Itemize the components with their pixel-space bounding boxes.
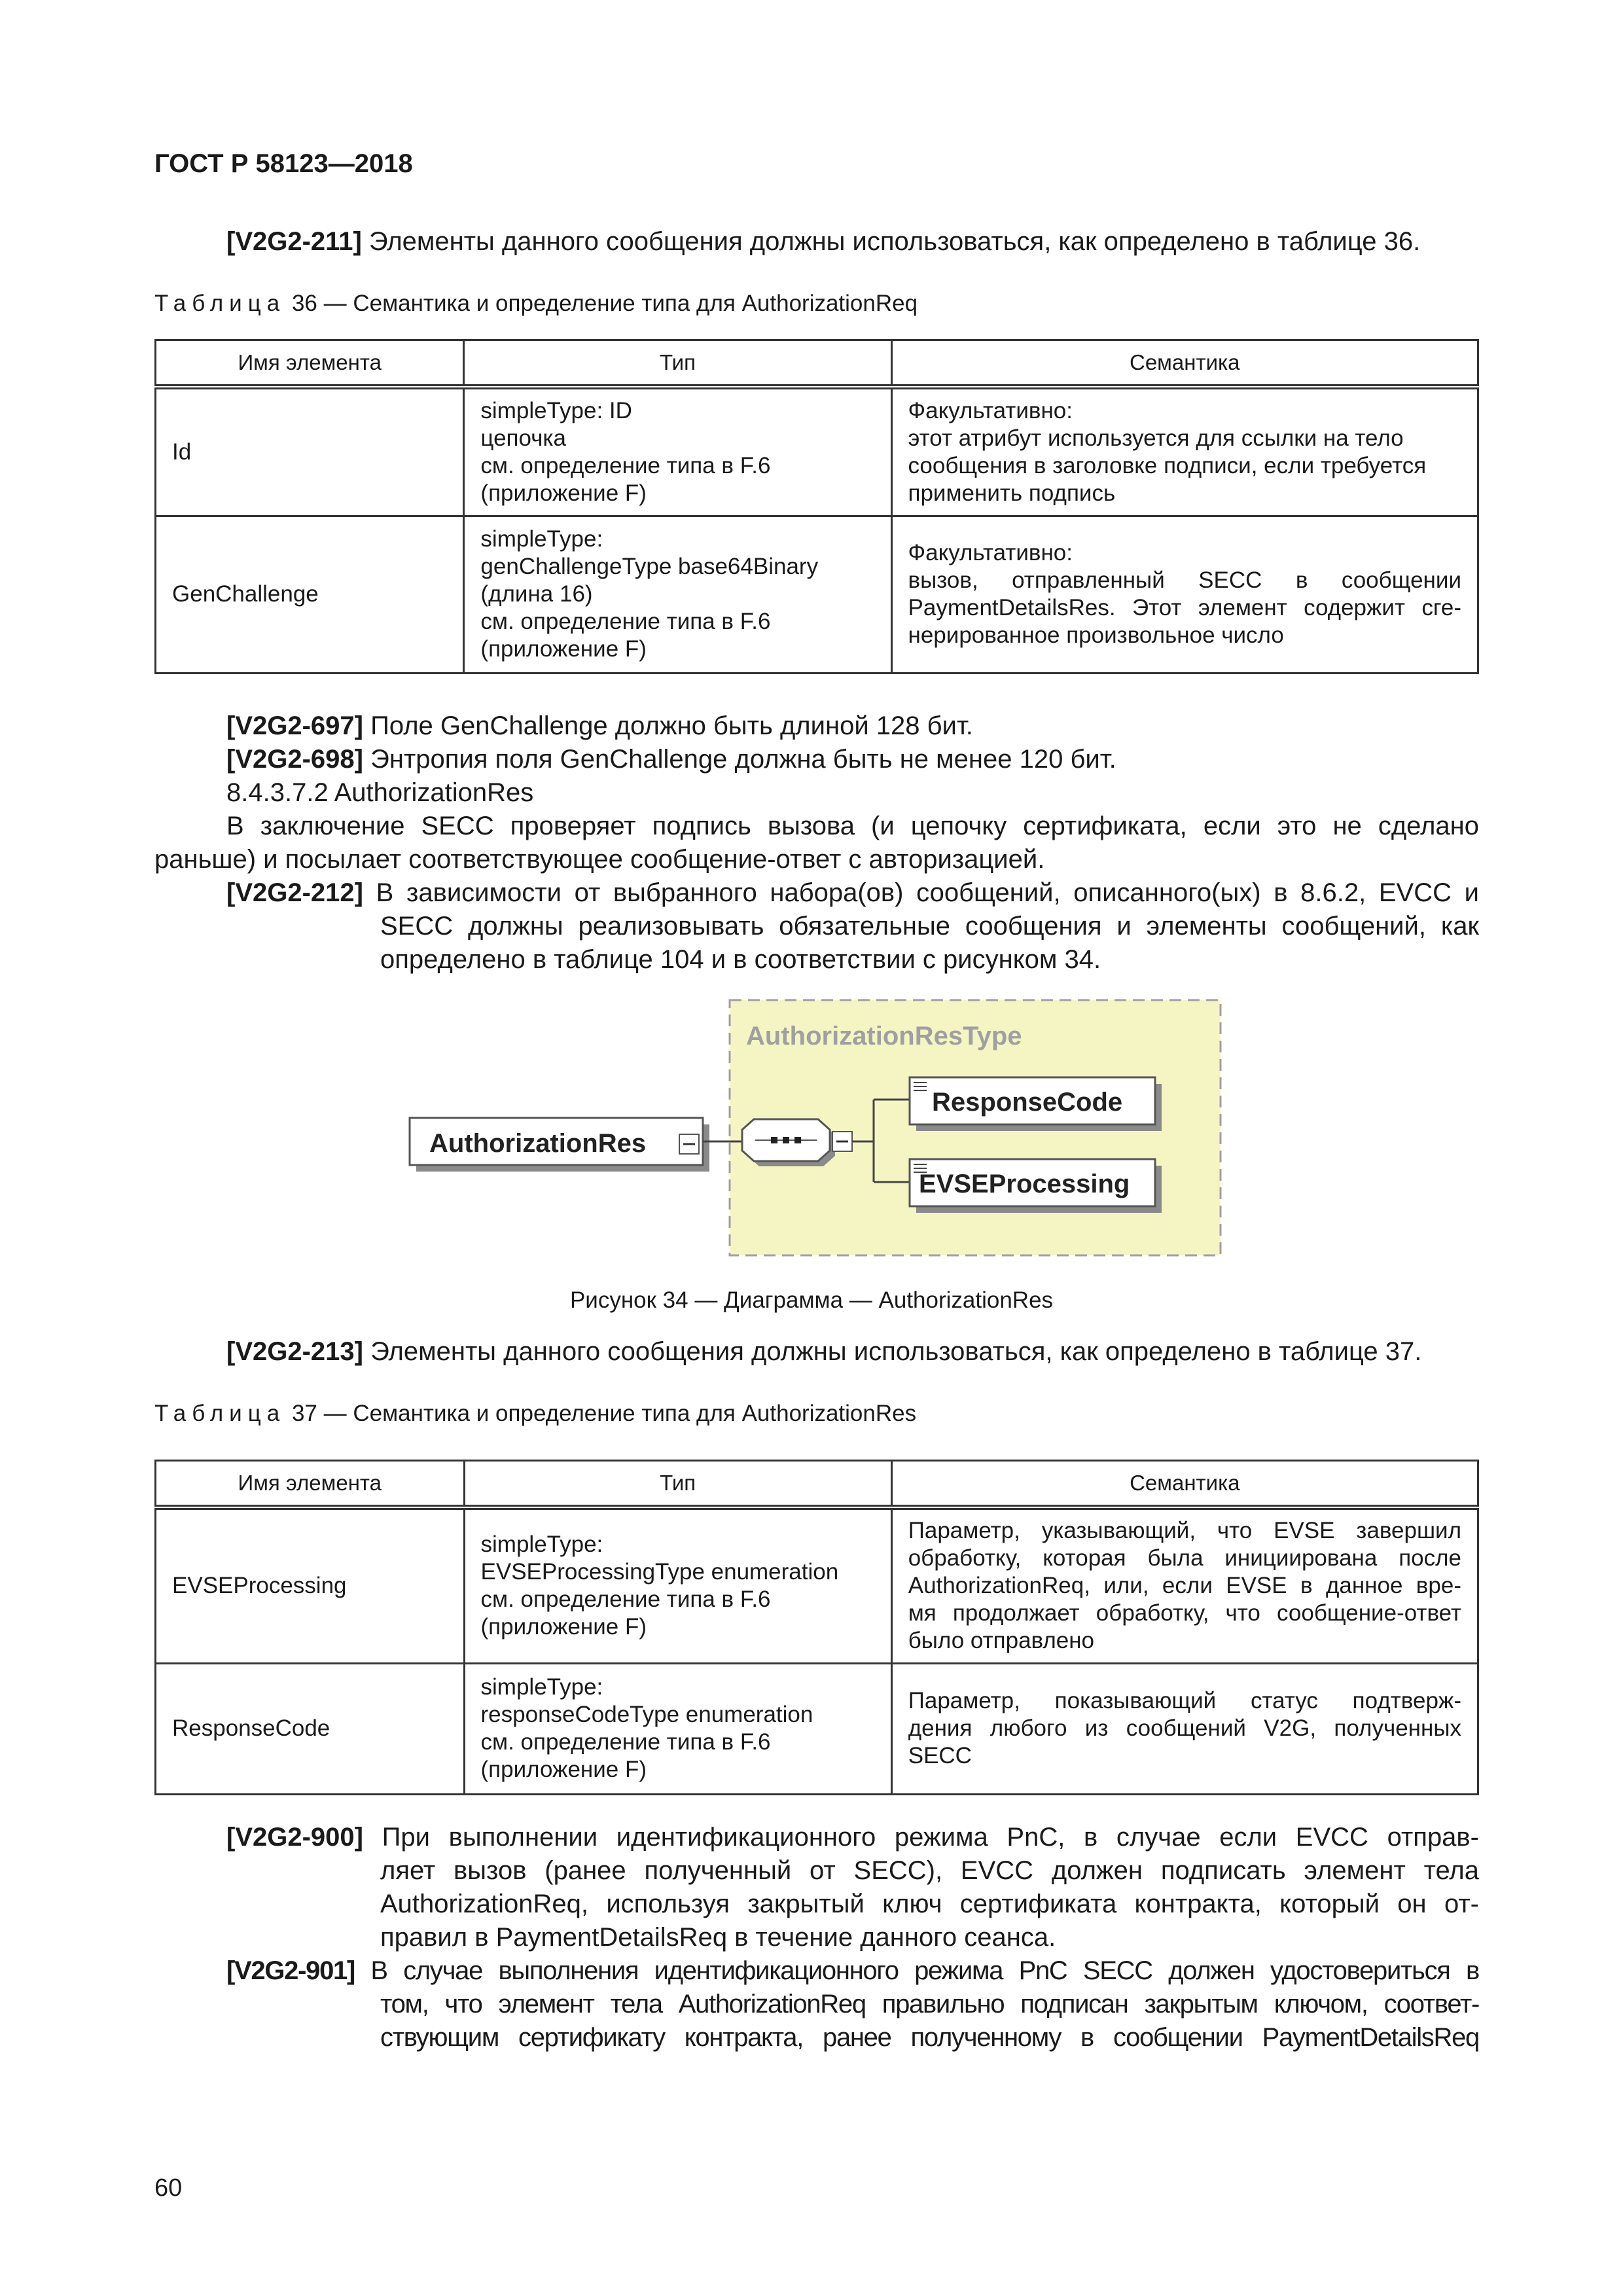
type-line: simpleType: [480, 526, 603, 552]
type-line: (приложение F) [480, 1614, 647, 1640]
paragraph-line: том, что элемент тела AuthorizationReq правильно подписан закрытым ключом, соответ- [380, 1990, 1479, 2018]
cell-type [464, 1663, 891, 1794]
paragraph-line: определено в таблице 104 и в соответствии с рисунком 34. [380, 945, 1101, 974]
cell-element-name: EVSEProcessing [156, 1507, 465, 1663]
type-line: EVSEProcessingType enumeration [480, 1559, 839, 1585]
type-line: (приложение F) [480, 480, 647, 506]
paragraph-line: правил в PaymentDetailsReq в течение данного сеанса. [380, 1923, 1056, 1952]
type-line: (приложение F) [480, 1757, 647, 1782]
semantics-line: мя продолжает обработку, что сообщение-ответ [908, 1600, 1461, 1626]
page-number: 60 [154, 2174, 183, 2202]
type-line: см. определение типа в F.6 [480, 452, 771, 478]
type-line: (приложение F) [480, 636, 647, 662]
requirement-901 [226, 1954, 1479, 1988]
figure-caption: Рисунок 34 — Диаграмма — AuthorizationRes [569, 1287, 1054, 1313]
requirement-id: [V2G2-213] [226, 1337, 363, 1366]
requirement-text: В случае выполнения идентификационного режима PnC SECC должен удостовериться в [355, 1956, 1479, 1985]
type-line: responseCodeType enumeration [480, 1702, 813, 1727]
document-header: ГОСТ Р 58123—2018 [154, 149, 413, 178]
semantics-line: дения любого из сообщений V2G, полученных [908, 1715, 1461, 1741]
semantics-line: SECC [908, 1743, 972, 1768]
requirement-text: Энтропия поля GenChallenge должна быть не менее 120 бит. [363, 745, 1116, 774]
root-element-label: AuthorizationRes [429, 1129, 647, 1158]
paragraph-line: SECC должны реализовывать обязательные сообщения и элементы сообщений, как [380, 912, 1479, 941]
paragraph-line: ствующим сертификату контракта, ранее полученному в сообщении PaymentDetailsReq [380, 2023, 1479, 2052]
type-line: см. определение типа в F.6 [480, 609, 771, 634]
semantics-line: Факультативно: [908, 397, 1073, 423]
table-37 [154, 1460, 1479, 1795]
paragraph-line: ляет вызов (ранее полученный от SECC), EVCC должен подписать элемент тела [380, 1856, 1480, 1885]
header-element-name: Имя элемента [156, 340, 464, 387]
caption-prefix: Таблица [154, 1401, 286, 1426]
type-line: см. определение типа в F.6 [480, 1587, 771, 1613]
type-line: цепочка [480, 425, 566, 451]
cell-element-name: GenChallenge [156, 516, 464, 673]
type-line: genChallengeType base64Binary [480, 554, 819, 579]
cell-type [464, 1507, 891, 1663]
semantics-line: вызов, отправленный SECC в сообщении [908, 567, 1461, 593]
header-semantics: Семантика [891, 1461, 1478, 1508]
requirement-id: [V2G2-211] [226, 227, 362, 256]
semantics-line: PaymentDetailsRes. Этот элемент содержит сге- [908, 595, 1461, 620]
requirement-id: [V2G2-697] [226, 711, 363, 740]
type-name-label: AuthorizationResType [746, 1022, 1022, 1050]
requirement-900 [226, 1821, 1479, 1854]
table-row [156, 1507, 1478, 1663]
caption-text: 36 — Семантика и определение типа для AuthorizationReq [285, 291, 918, 316]
table-header-row [156, 1461, 1478, 1508]
cell-element-name: ResponseCode [156, 1663, 465, 1794]
semantics-line: Параметр, показывающий статус подтверж- [908, 1688, 1461, 1713]
caption-text: 37 — Семантика и определение типа для AuthorizationRes [285, 1401, 917, 1426]
header-element-name: Имя элемента [156, 1461, 465, 1508]
requirement-text: Элементы данного сообщения должны использоваться, как определено в таблице 36. [361, 227, 1421, 256]
paragraph-line: AuthorizationReq, используя закрытый ключ сертификата контракта, который он от- [380, 1890, 1479, 1918]
semantics-line: применить подпись [908, 480, 1116, 506]
cell-element-name: Id [156, 387, 464, 516]
requirement-text: В зависимости от выбранного набора(ов) сообщений, описанного(ых) в 8.6.2, EVCC и [363, 878, 1479, 907]
semantics-line: было отправлено [908, 1628, 1095, 1654]
table-37-caption [154, 1401, 916, 1427]
requirement-213 [226, 1335, 1421, 1369]
requirement-text: Поле GenChallenge должно быть длиной 128 бит. [363, 711, 973, 740]
requirement-text: При выполнении идентификационного режима PnC, в случае если EVCC отправ- [363, 1823, 1479, 1852]
semantics-line: сообщения в заголовке подписи, если требуется [908, 452, 1427, 478]
semantics-line: Факультативно: [908, 540, 1073, 565]
semantics-line: обработку, которая была инициирована после [908, 1545, 1461, 1571]
child-element-label: ResponseCode [932, 1088, 1123, 1117]
cell-semantics [891, 1507, 1478, 1663]
type-line: см. определение типа в F.6 [480, 1729, 771, 1755]
type-line: (длина 16) [480, 581, 593, 607]
requirement-id: [V2G2-900] [226, 1823, 363, 1852]
type-line: simpleType: [480, 1532, 603, 1558]
type-line: simpleType: ID [480, 397, 632, 423]
semantics-line: AuthorizationReq, или, если EVSE в данное вре- [908, 1573, 1461, 1599]
cell-semantics [891, 1663, 1478, 1794]
caption-prefix: Таблица [154, 291, 286, 316]
paragraph-line: раньше) и посылает соответствующее сообщение-ответ с авторизацией. [154, 845, 1045, 874]
header-type: Тип [464, 340, 891, 387]
requirement-id: [V2G2-901] [226, 1956, 355, 1985]
table-row [156, 1663, 1478, 1794]
requirement-id: [V2G2-212] [226, 878, 363, 907]
requirement-text: Элементы данного сообщения должны использоваться, как определено в таблице 37. [363, 1337, 1422, 1366]
paragraph-line: В заключение SECC проверяет подпись вызова (и цепочку сертификата, если это не сделано [226, 812, 1479, 840]
header-type: Тип [464, 1461, 891, 1508]
requirement-id: [V2G2-698] [226, 745, 363, 774]
type-line: simpleType: [480, 1674, 603, 1700]
semantics-line: этот атрибут используется для ссылки на тело [908, 425, 1404, 451]
child-element-label: EVSEProcessing [919, 1170, 1130, 1198]
semantics-line: нерированное произвольное число [908, 622, 1284, 648]
section-heading: 8.4.3.7.2 AuthorizationRes [226, 778, 534, 807]
header-semantics: Семантика [891, 340, 1478, 387]
semantics-line: Параметр, указывающий, что EVSE завершил [908, 1518, 1461, 1544]
